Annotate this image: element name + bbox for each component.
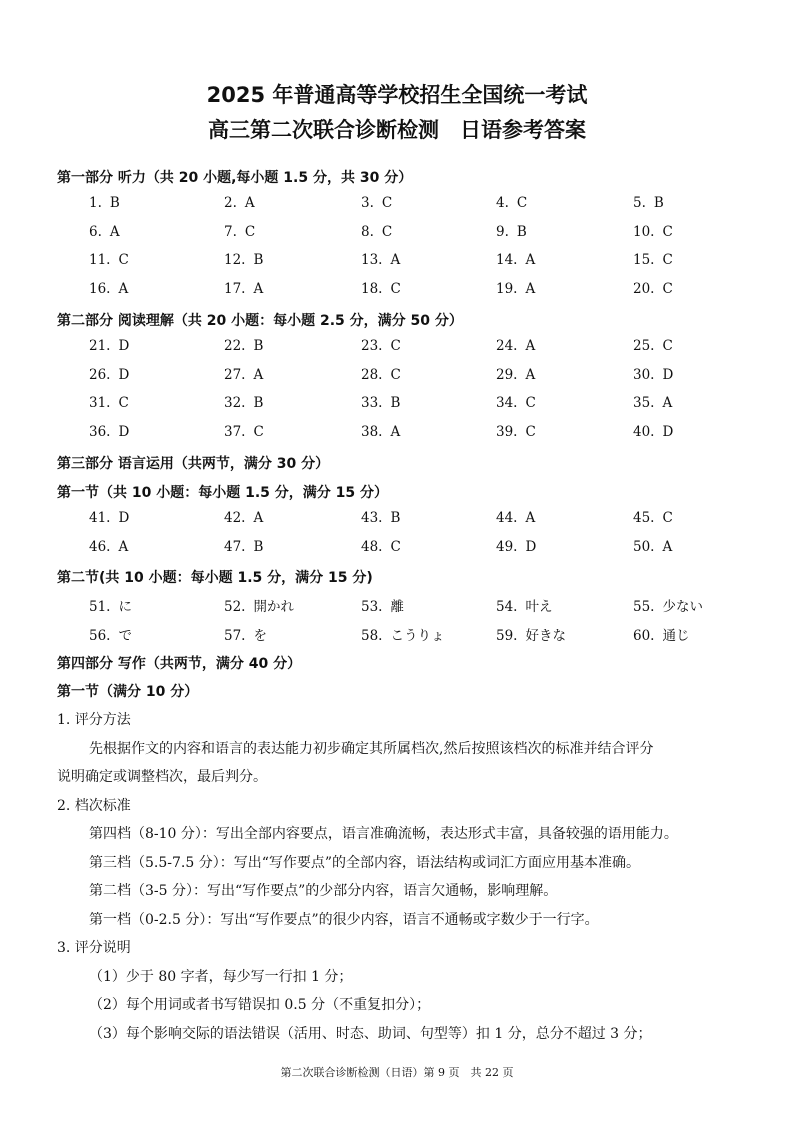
- question-number: 16.: [89, 280, 111, 297]
- answer-value: D: [118, 510, 130, 526]
- answer-item: [633, 252, 673, 268]
- question-number: 52.: [224, 599, 246, 615]
- answer-value: B: [253, 538, 264, 555]
- level-4: 第四档（8-10 分）：写出全部内容要点，语言准确流畅，表达形式丰富，具备较强的语用能力。: [89, 826, 678, 842]
- answer-value: A: [525, 252, 536, 268]
- question-number: 33.: [361, 395, 383, 411]
- answer-row: [0, 224, 794, 244]
- answer-item: [496, 539, 536, 555]
- answer-value: 離: [390, 599, 404, 615]
- question-number: 40.: [633, 423, 655, 440]
- answer-value: C: [662, 252, 673, 268]
- question-number: 13.: [361, 252, 383, 268]
- answer-value: A: [525, 338, 536, 354]
- answer-value: C: [118, 395, 129, 411]
- answer-item: [361, 281, 401, 297]
- answer-value: を: [253, 627, 267, 644]
- question-number: 3.: [361, 195, 374, 211]
- item2-title: 2. 档次标准: [57, 798, 131, 814]
- answer-value: C: [662, 338, 673, 354]
- answer-value: A: [244, 195, 255, 211]
- answer-item: [633, 510, 673, 526]
- answer-item: [633, 367, 673, 383]
- answer-item: [89, 539, 128, 555]
- question-number: 15.: [633, 252, 655, 268]
- note-1: （1）少于 80 字者，每少写一行扣 1 分；: [89, 969, 353, 985]
- answer-value: B: [653, 195, 664, 211]
- question-number: 26.: [89, 366, 111, 383]
- question-number: 14.: [496, 252, 518, 268]
- question-number: 34.: [496, 395, 518, 411]
- answer-row: [0, 195, 794, 215]
- level-2: 第二档（3-5 分）：写出“写作要点”的少部分内容，语言欠通畅，影响理解。: [89, 883, 558, 899]
- question-number: 49.: [496, 538, 518, 555]
- answer-item: [361, 539, 401, 555]
- answer-value: D: [662, 366, 674, 383]
- answer-value: 開かれ: [253, 599, 294, 615]
- answer-item: [633, 395, 672, 411]
- part4-section1-heading: 第一节（满分 10 分）: [57, 684, 199, 700]
- answer-value: C: [118, 252, 129, 268]
- part2-heading: 第二部分 阅读理解（共 20 小题：每小题 2.5 分，满分 50 分）: [57, 313, 463, 329]
- answer-value: C: [390, 538, 401, 555]
- item1-text-line1: 先根据作文的内容和语言的表达能力初步确定其所属档次,然后按照该档次的标准并结合评分: [89, 741, 654, 757]
- item1-text-line2: 说明确定或调整档次，最后判分。: [57, 769, 267, 785]
- answer-value: C: [525, 423, 536, 440]
- question-number: 23.: [361, 338, 383, 354]
- answer-item: [361, 224, 392, 240]
- answer-row: [0, 252, 794, 272]
- answer-value: A: [662, 395, 673, 411]
- answer-value: A: [390, 252, 401, 268]
- answer-value: D: [662, 423, 674, 440]
- question-number: 48.: [361, 538, 383, 555]
- answer-item: [224, 224, 255, 240]
- question-number: 56.: [89, 627, 111, 644]
- question-number: 58.: [361, 627, 383, 644]
- answer-item: [361, 624, 444, 644]
- answer-value: D: [525, 538, 537, 555]
- answer-item: [89, 224, 120, 240]
- answer-value: 少ない: [662, 599, 703, 615]
- answer-item: [633, 624, 689, 644]
- answer-item: [496, 367, 535, 383]
- answer-item: [224, 510, 263, 526]
- answer-item: [361, 367, 401, 383]
- answer-item: [224, 195, 255, 211]
- question-number: 47.: [224, 538, 246, 555]
- question-number: 4.: [496, 195, 509, 211]
- answer-item: [496, 224, 527, 240]
- part4-heading: 第四部分 写作（共两节，满分 40 分）: [57, 656, 302, 672]
- answer-value: D: [118, 366, 130, 383]
- answer-item: [496, 395, 536, 411]
- part3-heading: 第三部分 语言运用（共两节，满分 30 分）: [57, 456, 330, 472]
- answer-item: [633, 195, 664, 211]
- answer-row: [0, 539, 794, 559]
- answer-item: [633, 224, 673, 240]
- answer-value: C: [662, 280, 673, 297]
- document-title-line1: 2025 年普通高等学校招生全国统一考试: [206, 83, 588, 107]
- answer-value: C: [390, 338, 401, 354]
- answer-row: [0, 395, 794, 415]
- answer-value: A: [253, 510, 264, 526]
- question-number: 46.: [89, 538, 111, 555]
- question-number: 37.: [224, 423, 246, 440]
- question-number: 59.: [496, 627, 518, 644]
- page-footer: 第二次联合诊断检测（日语）第 9 页 共 22 页: [280, 1066, 514, 1079]
- answer-item: [496, 195, 527, 211]
- answer-value: A: [253, 366, 264, 383]
- question-number: 54.: [496, 599, 518, 615]
- answer-value: C: [244, 223, 256, 240]
- answer-value: C: [381, 223, 393, 240]
- answer-value: C: [662, 223, 673, 240]
- question-number: 8.: [361, 223, 374, 240]
- answer-row: [0, 595, 794, 615]
- question-number: 9.: [496, 223, 509, 240]
- note-3: （3）每个影响交际的语法错误（活用、时态、助词、句型等）扣 1 分，总分不超过 3 分；: [89, 1026, 652, 1042]
- question-number: 43.: [361, 510, 383, 526]
- answer-item: [89, 624, 132, 644]
- answer-value: で: [118, 627, 132, 644]
- answer-row: [0, 624, 794, 644]
- answer-value: C: [253, 423, 264, 440]
- answer-row: [0, 281, 794, 301]
- part1-heading: 第一部分 听力（共 20 小题,每小题 1.5 分，共 30 分）: [57, 170, 413, 186]
- answer-value: C: [516, 195, 528, 211]
- question-number: 42.: [224, 510, 246, 526]
- answer-value: A: [662, 538, 673, 555]
- answer-row: [0, 424, 794, 444]
- answer-item: [224, 595, 294, 615]
- answer-value: C: [381, 195, 393, 211]
- answer-value: A: [525, 280, 536, 297]
- answer-item: [496, 281, 535, 297]
- question-number: 28.: [361, 366, 383, 383]
- answer-item: [633, 539, 672, 555]
- answer-value: C: [390, 366, 401, 383]
- answer-item: [89, 510, 129, 526]
- answer-item: [496, 624, 566, 644]
- answer-value: B: [390, 510, 401, 526]
- question-number: 57.: [224, 627, 246, 644]
- question-number: 35.: [633, 395, 655, 411]
- answer-item: [496, 252, 535, 268]
- answer-value: A: [525, 510, 536, 526]
- answer-item: [496, 510, 535, 526]
- question-number: 29.: [496, 366, 518, 383]
- answer-item: [89, 395, 129, 411]
- document-title-line2: 高三第二次联合诊断检测 日语参考答案: [208, 118, 586, 142]
- answer-item: [361, 595, 404, 615]
- answer-value: C: [662, 510, 673, 526]
- answer-item: [633, 281, 673, 297]
- answer-item: [89, 195, 120, 211]
- answer-value: A: [118, 280, 129, 297]
- answer-value: こうりょ: [390, 627, 445, 644]
- level-1: 第一档（0-2.5 分）：写出“写作要点”的很少内容，语言不通畅或字数少于一行字。: [89, 912, 599, 928]
- answer-value: 叶え: [525, 599, 553, 615]
- answer-item: [224, 395, 263, 411]
- answer-value: D: [118, 423, 130, 440]
- question-number: 25.: [633, 338, 655, 354]
- answer-value: C: [525, 395, 536, 411]
- question-number: 55.: [633, 599, 655, 615]
- answer-item: [89, 281, 128, 297]
- answer-item: [89, 252, 129, 268]
- answer-value: A: [525, 366, 536, 383]
- question-number: 2.: [224, 195, 237, 211]
- question-number: 51.: [89, 599, 111, 615]
- answer-item: [224, 539, 263, 555]
- answer-value: に: [118, 599, 132, 615]
- question-number: 32.: [224, 395, 246, 411]
- question-number: 10.: [633, 223, 655, 240]
- question-number: 17.: [224, 280, 246, 297]
- answer-value: B: [253, 338, 264, 354]
- answer-item: [361, 338, 401, 354]
- answer-item: [224, 624, 267, 644]
- question-number: 36.: [89, 423, 111, 440]
- answer-value: A: [109, 223, 120, 240]
- answer-row: [0, 510, 794, 530]
- question-number: 6.: [89, 223, 102, 240]
- question-number: 20.: [633, 280, 655, 297]
- answer-item: [361, 424, 400, 440]
- question-number: 7.: [224, 223, 237, 240]
- answer-item: [224, 281, 263, 297]
- item1-title: 1. 评分方法: [57, 712, 131, 728]
- question-number: 18.: [361, 280, 383, 297]
- question-number: 30.: [633, 366, 655, 383]
- answer-item: [633, 424, 673, 440]
- answer-row: [0, 367, 794, 387]
- question-number: 44.: [496, 510, 518, 526]
- answer-item: [496, 338, 535, 354]
- answer-value: A: [390, 423, 401, 440]
- question-number: 38.: [361, 423, 383, 440]
- answer-row: [0, 338, 794, 358]
- question-number: 60.: [633, 627, 655, 644]
- question-number: 22.: [224, 338, 246, 354]
- answer-value: B: [516, 223, 527, 240]
- answer-value: A: [118, 538, 129, 555]
- answer-item: [361, 395, 400, 411]
- answer-item: [633, 338, 673, 354]
- answer-value: C: [390, 280, 401, 297]
- answer-value: B: [253, 252, 264, 268]
- question-number: 21.: [89, 338, 111, 354]
- answer-item: [361, 510, 400, 526]
- question-number: 11.: [89, 252, 111, 268]
- answer-item: [496, 424, 536, 440]
- question-number: 53.: [361, 599, 383, 615]
- answer-item: [224, 424, 264, 440]
- question-number: 19.: [496, 280, 518, 297]
- level-3: 第三档（5.5-7.5 分）：写出“写作要点”的全部内容，语法结构或词汇方面应用基本准确。: [89, 855, 641, 871]
- answer-item: [89, 338, 129, 354]
- part3-section1-heading: 第一节（共 10 小题：每小题 1.5 分，满分 15 分）: [57, 485, 389, 501]
- answer-item: [89, 595, 132, 615]
- answer-item: [224, 252, 263, 268]
- answer-value: B: [109, 195, 120, 211]
- question-number: 5.: [633, 195, 646, 211]
- answer-item: [89, 367, 129, 383]
- question-number: 31.: [89, 395, 111, 411]
- answer-value: D: [118, 338, 130, 354]
- question-number: 24.: [496, 338, 518, 354]
- answer-item: [89, 424, 129, 440]
- answer-item: [361, 252, 400, 268]
- question-number: 27.: [224, 366, 246, 383]
- question-number: 39.: [496, 423, 518, 440]
- answer-value: 通じ: [662, 627, 690, 644]
- question-number: 50.: [633, 538, 655, 555]
- answer-item: [224, 367, 263, 383]
- answer-value: B: [390, 395, 401, 411]
- part3-section2-heading: 第二节(共 10 小题：每小题 1.5 分，满分 15 分): [57, 570, 373, 586]
- answer-value: 好きな: [525, 627, 566, 644]
- answer-value: B: [253, 395, 264, 411]
- question-number: 41.: [89, 510, 111, 526]
- answer-value: A: [253, 280, 264, 297]
- item3-title: 3. 评分说明: [57, 940, 131, 956]
- answer-item: [224, 338, 263, 354]
- answer-item: [361, 195, 392, 211]
- question-number: 1.: [89, 195, 102, 211]
- note-2: （2）每个用词或者书写错误扣 0.5 分（不重复扣分）；: [89, 997, 431, 1013]
- answer-item: [496, 595, 552, 615]
- answer-item: [633, 595, 703, 615]
- question-number: 12.: [224, 252, 246, 268]
- question-number: 45.: [633, 510, 655, 526]
